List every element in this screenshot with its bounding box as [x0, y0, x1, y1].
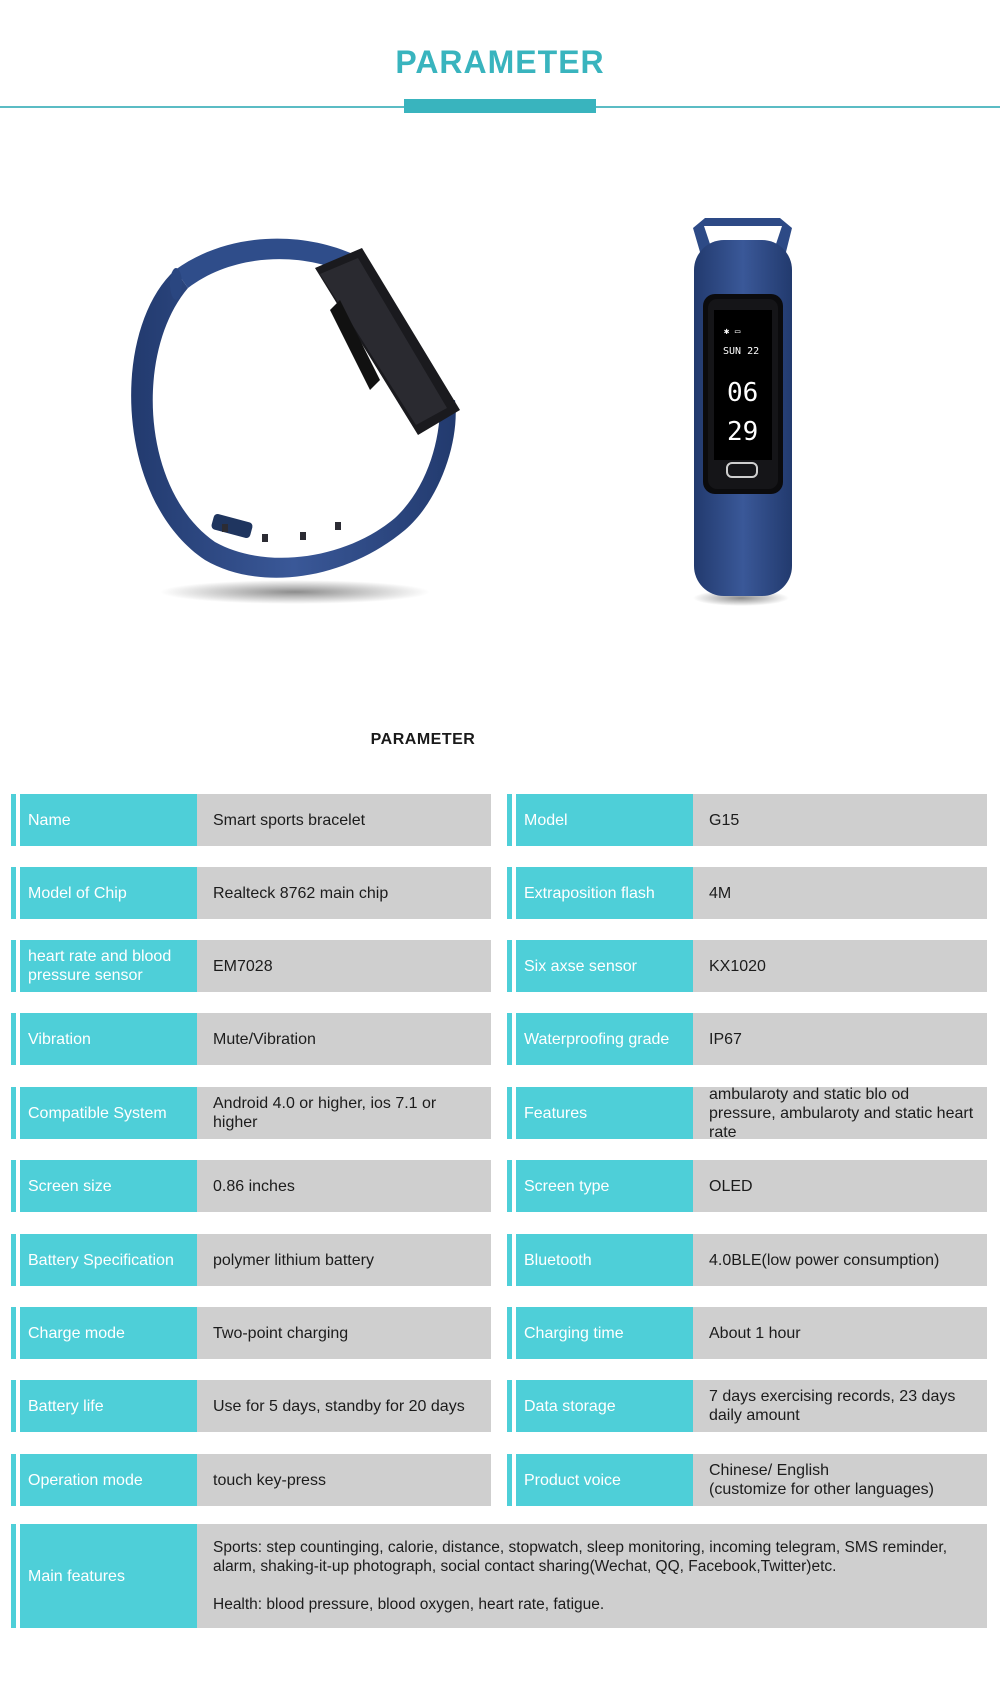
watch-date-text: SUN 22: [723, 346, 760, 357]
watch-minute-text: 29: [727, 417, 759, 447]
parameter-label: Screen type: [516, 1160, 693, 1212]
table-title: PARAMETER: [370, 731, 476, 748]
main-features-sports: Sports: step countinging, calorie, distance, stopwatch, sleep monitoring, incoming telegram, SMS reminder, alarm, shaking-it-up photograph, social contact sharing(Wechat, QQ, Facebook,Twitter)etc.: [213, 1539, 948, 1575]
parameter-row: [11, 1307, 491, 1359]
parameter-value: 7 days exercising records, 23 days daily amount: [693, 1380, 987, 1432]
parameter-label: Bluetooth: [516, 1234, 693, 1286]
parameter-row: [507, 794, 987, 846]
row-accent-edge: [11, 867, 16, 919]
parameter-label: Waterproofing grade: [516, 1013, 693, 1065]
parameter-label: Model: [516, 794, 693, 846]
parameter-label: Charging time: [516, 1307, 693, 1359]
parameter-value: KX1020: [693, 940, 987, 992]
parameter-value: Smart sports bracelet: [197, 794, 491, 846]
parameter-value: polymer lithium battery: [197, 1234, 491, 1286]
parameter-row: [507, 1160, 987, 1212]
parameter-value: Mute/Vibration: [197, 1013, 491, 1065]
parameter-value: Realteck 8762 main chip: [197, 867, 491, 919]
parameter-label: Battery Specification: [20, 1234, 197, 1286]
parameter-row: [11, 1160, 491, 1212]
parameter-row: [11, 1380, 491, 1432]
main-features-value: [197, 1524, 987, 1628]
page-title: PARAMETER: [395, 44, 605, 80]
parameter-label: Name: [20, 794, 197, 846]
row-accent-edge: [507, 1454, 512, 1506]
parameter-value: Use for 5 days, standby for 20 days: [197, 1380, 491, 1432]
svg-text:✱ ▭: ✱ ▭: [724, 327, 741, 337]
parameter-row: [507, 1013, 987, 1065]
parameter-row: [507, 940, 987, 992]
row-accent-edge: [507, 1160, 512, 1212]
parameter-label: Operation mode: [20, 1454, 197, 1506]
row-accent-edge: [11, 794, 16, 846]
parameter-label: Screen size: [20, 1160, 197, 1212]
bracelet-side-view: [131, 239, 460, 604]
parameter-value: Two-point charging: [197, 1307, 491, 1359]
parameter-row: [507, 1454, 987, 1506]
product-images: [0, 200, 1000, 640]
parameter-row: [507, 867, 987, 919]
parameter-row: [507, 1380, 987, 1432]
parameter-row: [507, 1234, 987, 1286]
parameter-label: Charge mode: [20, 1307, 197, 1359]
row-accent-edge: [11, 1380, 16, 1432]
row-accent-edge: [507, 1380, 512, 1432]
parameter-value: About 1 hour: [693, 1307, 987, 1359]
row-accent-edge: [11, 1013, 16, 1065]
parameter-row: [11, 940, 491, 992]
row-accent-edge: [507, 867, 512, 919]
parameter-value: touch key-press: [197, 1454, 491, 1506]
parameter-value: 0.86 inches: [197, 1160, 491, 1212]
parameter-label: Vibration: [20, 1013, 197, 1065]
row-accent-edge: [11, 1524, 16, 1628]
watch-hour-text: 06: [727, 378, 759, 408]
row-accent-edge: [11, 1087, 16, 1139]
header-accent-bar: [404, 99, 596, 113]
product-illustration: [0, 200, 1000, 640]
row-accent-edge: [507, 794, 512, 846]
row-accent-edge: [11, 940, 16, 992]
parameter-value: OLED: [693, 1160, 987, 1212]
main-features-health: Health: blood pressure, blood oxygen, heart rate, fatigue.: [213, 1596, 605, 1613]
parameter-row: [11, 867, 491, 919]
parameter-label: Product voice: [516, 1454, 693, 1506]
row-accent-edge: [507, 1013, 512, 1065]
parameter-value: Android 4.0 or higher, ios 7.1 or higher: [197, 1087, 491, 1139]
parameter-label: Compatible System: [20, 1087, 197, 1139]
parameter-value: 4M: [693, 867, 987, 919]
row-accent-edge: [507, 940, 512, 992]
parameter-row: [11, 1013, 491, 1065]
parameter-value: IP67: [693, 1013, 987, 1065]
parameter-label: Model of Chip: [20, 867, 197, 919]
parameter-row: [507, 1307, 987, 1359]
parameter-value: G15: [693, 794, 987, 846]
parameter-label: Extraposition flash: [516, 867, 693, 919]
row-accent-edge: [507, 1307, 512, 1359]
parameter-row: [11, 794, 491, 846]
main-features-row: [11, 1524, 987, 1628]
bracelet-front-view: [693, 218, 792, 606]
parameter-label: heart rate and blood pressure sensor: [20, 940, 197, 992]
row-accent-edge: [11, 1160, 16, 1212]
parameter-row: [11, 1234, 491, 1286]
parameter-row: [11, 1454, 491, 1506]
parameter-label: Features: [516, 1087, 693, 1139]
parameter-row: [11, 1087, 491, 1139]
row-accent-edge: [11, 1307, 16, 1359]
main-features-label: Main features: [20, 1524, 197, 1628]
parameter-value: 4.0BLE(low power consumption): [693, 1234, 987, 1286]
parameter-value: ambularoty and static blo od pressure, ambularoty and static heart rate: [693, 1087, 987, 1139]
row-accent-edge: [11, 1234, 16, 1286]
row-accent-edge: [507, 1087, 512, 1139]
parameter-value: Chinese/ English (customize for other languages): [693, 1454, 987, 1506]
parameter-label: Data storage: [516, 1380, 693, 1432]
row-accent-edge: [11, 1454, 16, 1506]
parameter-label: Battery life: [20, 1380, 197, 1432]
row-accent-edge: [507, 1234, 512, 1286]
parameter-value: EM7028: [197, 940, 491, 992]
parameter-label: Six axse sensor: [516, 940, 693, 992]
parameter-row: [507, 1087, 987, 1139]
